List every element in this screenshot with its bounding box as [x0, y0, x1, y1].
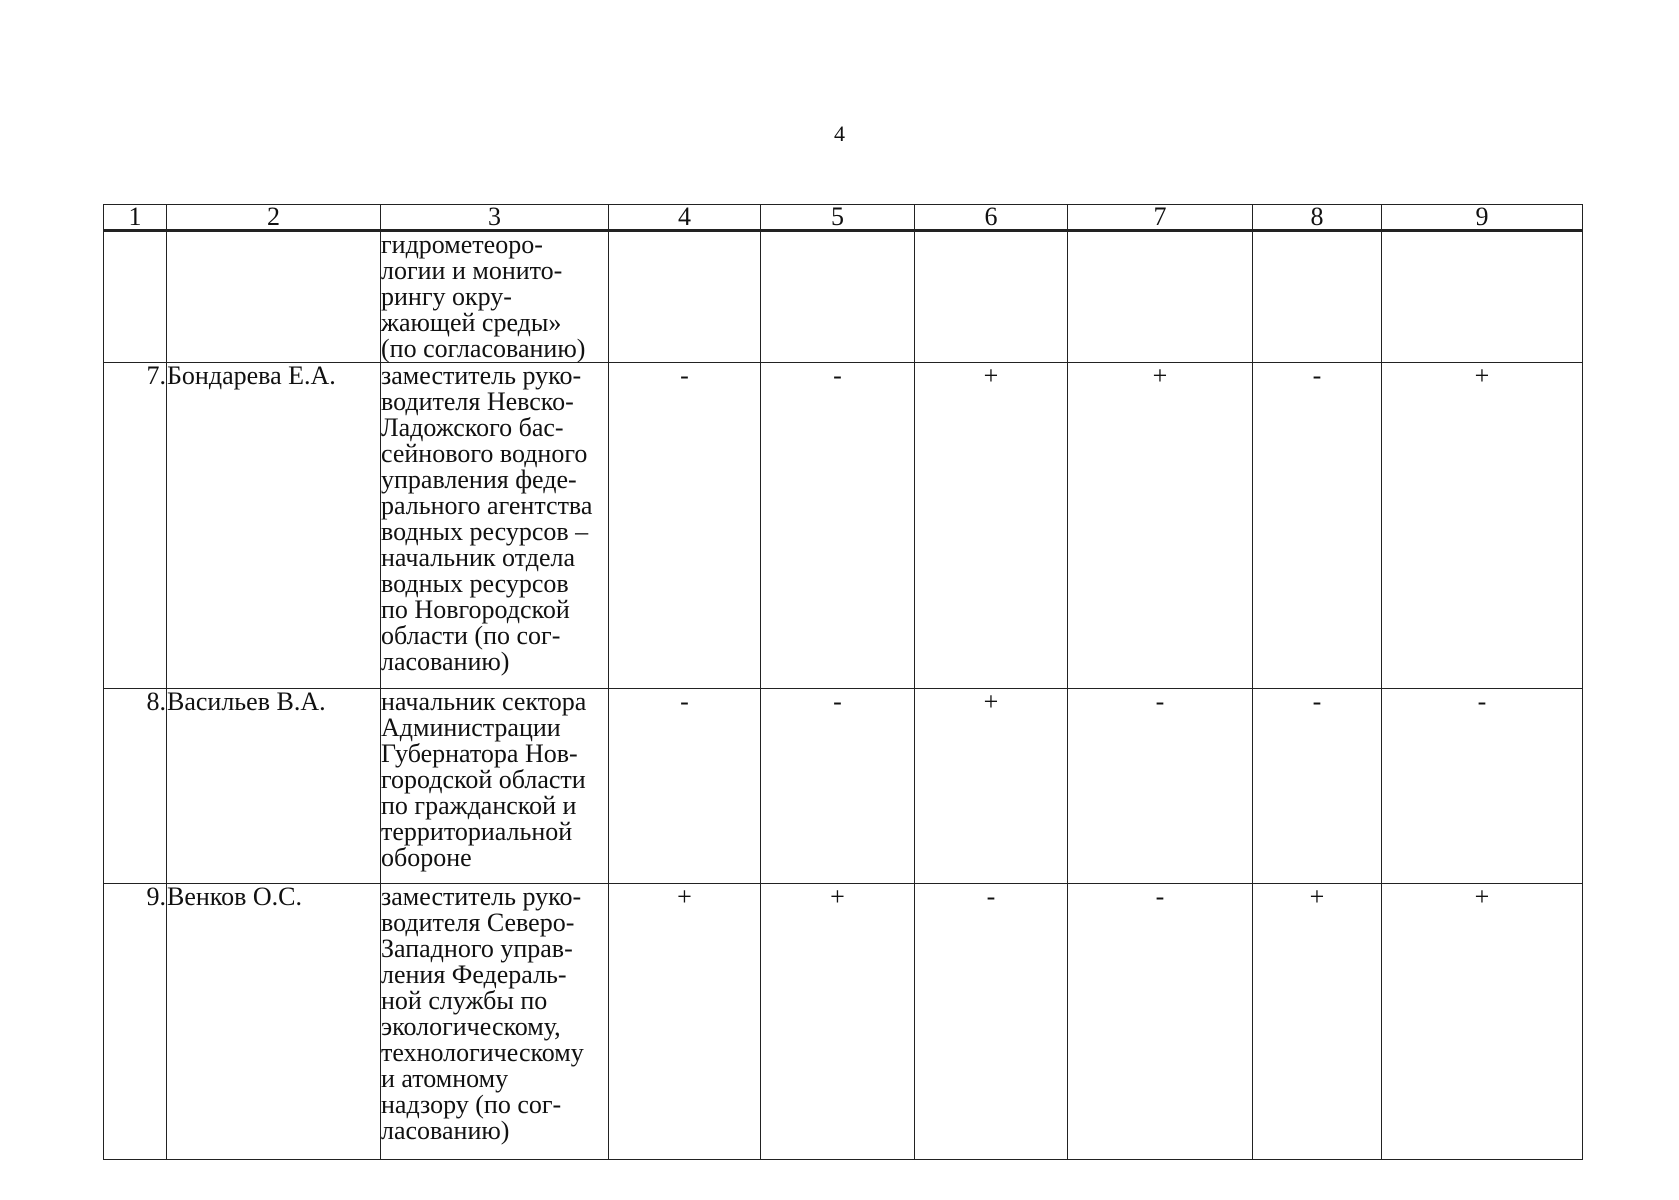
page-number: 4	[834, 121, 845, 146]
position-line: Западного управ-	[381, 934, 573, 963]
position-line: и атомному	[381, 1064, 509, 1093]
member-position	[381, 363, 609, 689]
participation-mark	[915, 231, 1068, 363]
column-header: 3	[381, 205, 609, 231]
position-line: ласованию)	[381, 1116, 510, 1145]
member-name: Васильев В.А.	[167, 689, 381, 884]
participation-mark: +	[915, 363, 1068, 689]
participation-mark	[609, 231, 761, 363]
position-line: по гражданской и	[381, 791, 577, 820]
participation-mark: +	[915, 689, 1068, 884]
table-row	[104, 231, 1583, 363]
participation-mark	[761, 231, 915, 363]
position-line: ласованию)	[381, 647, 510, 676]
position-line: Администрации	[381, 713, 561, 742]
column-header: 4	[609, 205, 761, 231]
participation-mark: +	[1068, 363, 1253, 689]
position-line: по Новгородской	[381, 595, 570, 624]
table-row	[104, 689, 1583, 884]
participation-mark: +	[609, 884, 761, 1160]
position-line: водных ресурсов	[381, 569, 569, 598]
position-line: экологическому,	[381, 1012, 561, 1041]
member-position	[381, 884, 609, 1160]
participation-mark: +	[761, 884, 915, 1160]
row-number: 8.	[104, 689, 167, 884]
position-line: технологическому	[381, 1038, 584, 1067]
table-row	[104, 363, 1583, 689]
position-line: сейнового водного	[381, 439, 588, 468]
position-line: обороне	[381, 843, 472, 872]
position-line: заместитель руко-	[381, 882, 582, 911]
position-line: начальник отдела	[381, 543, 576, 572]
column-header: 1	[104, 205, 167, 231]
position-line: логии и монито-	[381, 256, 563, 285]
participation-mark	[1382, 231, 1583, 363]
column-header: 6	[915, 205, 1068, 231]
position-line: управления феде-	[381, 465, 577, 494]
member-name	[167, 231, 381, 363]
position-line: начальник сектора	[381, 687, 587, 716]
table-row	[104, 884, 1583, 1160]
position-line: Ладожского бас-	[381, 413, 564, 442]
position-line: водителя Невско-	[381, 387, 574, 416]
position-line: гидрометеоро-	[381, 230, 543, 259]
participation-mark: -	[1253, 363, 1382, 689]
participation-mark: -	[761, 689, 915, 884]
participation-mark: -	[1068, 884, 1253, 1160]
column-header: 5	[761, 205, 915, 231]
participation-mark: +	[1382, 363, 1583, 689]
participation-mark: -	[609, 689, 761, 884]
column-number-row	[104, 205, 1583, 231]
participation-mark: -	[761, 363, 915, 689]
member-name: Бондарева Е.А.	[167, 363, 381, 689]
position-line: рального агентства	[381, 491, 593, 520]
participation-mark: +	[1382, 884, 1583, 1160]
participation-mark: -	[1253, 689, 1382, 884]
row-number: 7.	[104, 363, 167, 689]
participation-mark: -	[609, 363, 761, 689]
participation-mark: -	[1068, 689, 1253, 884]
position-line: рингу окру-	[381, 282, 512, 311]
column-header: 8	[1253, 205, 1382, 231]
position-line: ления Федераль-	[381, 960, 567, 989]
column-header: 2	[167, 205, 381, 231]
position-line: надзору (по сог-	[381, 1090, 562, 1119]
position-line: (по согласованию)	[381, 334, 586, 363]
member-position	[381, 231, 609, 363]
member-position	[381, 689, 609, 884]
column-header: 9	[1382, 205, 1583, 231]
position-line: водных ресурсов –	[381, 517, 589, 546]
participation-mark	[1068, 231, 1253, 363]
position-line: заместитель руко-	[381, 361, 582, 390]
position-line: Губернатора Нов-	[381, 739, 578, 768]
member-name: Венков О.С.	[167, 884, 381, 1160]
position-line: городской области	[381, 765, 586, 794]
row-number: 9.	[104, 884, 167, 1160]
column-header: 7	[1068, 205, 1253, 231]
members-table	[103, 204, 1583, 1160]
participation-mark	[1253, 231, 1382, 363]
position-line: территориальной	[381, 817, 573, 846]
participation-mark: +	[1253, 884, 1382, 1160]
position-line: водителя Северо-	[381, 908, 575, 937]
row-number	[104, 231, 167, 363]
position-line: ной службы по	[381, 986, 548, 1015]
participation-mark: -	[1382, 689, 1583, 884]
participation-mark: -	[915, 884, 1068, 1160]
position-line: области (по сог-	[381, 621, 561, 650]
position-line: жающей среды»	[381, 308, 562, 337]
